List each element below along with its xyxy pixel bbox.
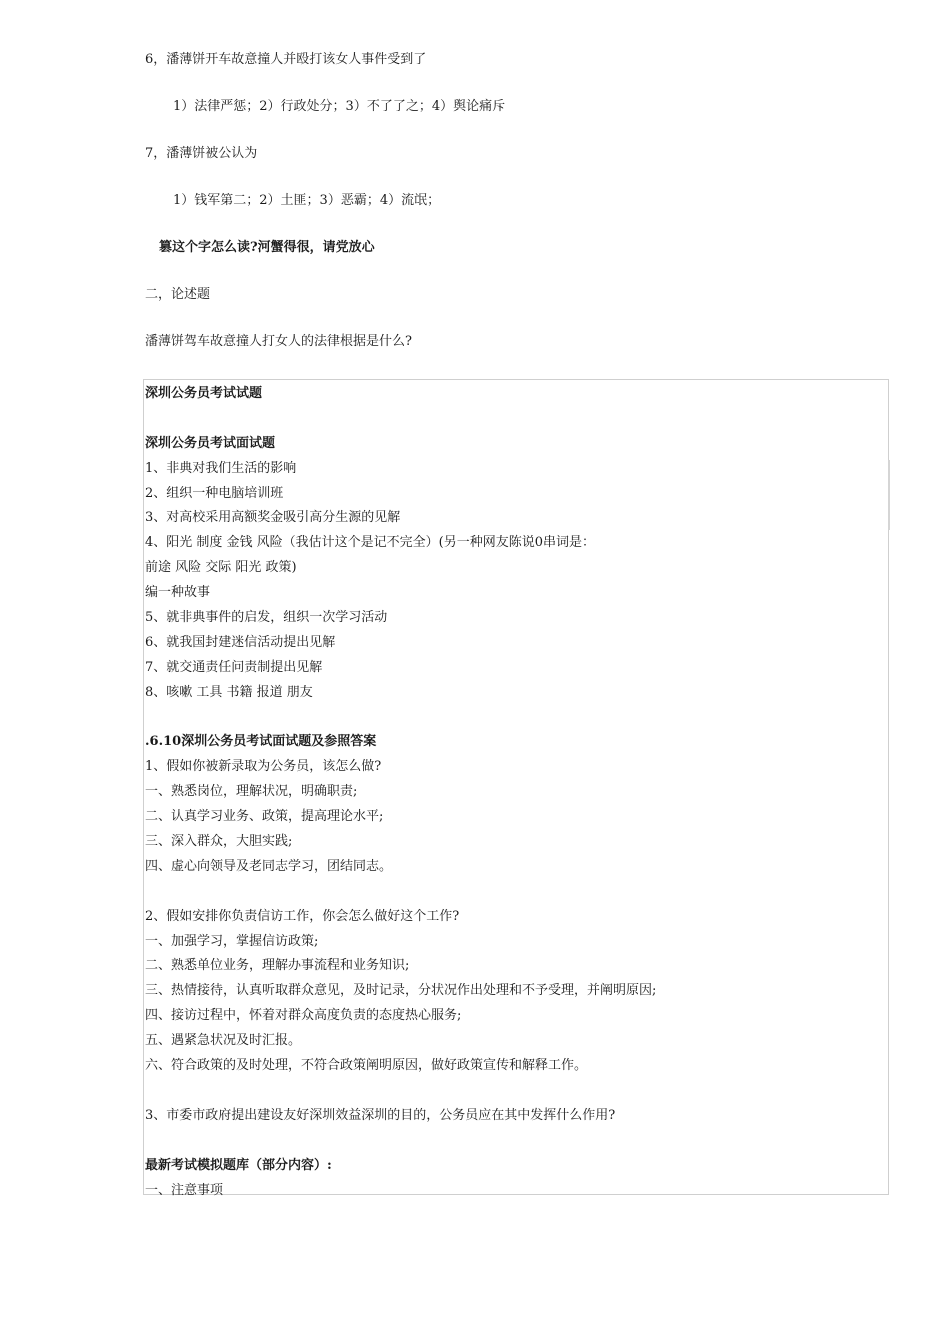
- section-two-heading: 二，论述题: [145, 287, 211, 302]
- library-title: 最新考试模拟题库（部分内容）:: [145, 1157, 332, 1173]
- list-item: 7、就交通责任问责制提出见解: [145, 659, 323, 675]
- spacer: [145, 407, 888, 432]
- interview-question-1: 1、假如你被新录取为公务员，该怎么做?: [145, 759, 382, 775]
- interview-question-2: 2、假如安排你负责信访工作，你会怎么做好这个工作?: [145, 908, 460, 924]
- list-item: 4、阳光 制度 金钱 风险（我估计这个是记不完全）(另一种网友陈说0串词是：: [145, 535, 596, 551]
- spacer: [145, 1079, 888, 1104]
- library-item: 一、注意事项: [145, 1182, 224, 1198]
- spacer: [145, 1129, 888, 1154]
- list-item: 3、对高校采用高额奖金吸引高分生源的见解: [145, 510, 401, 526]
- list-item: 1、非典对我们生活的影响: [145, 460, 297, 476]
- list-item: 2、组织一种电脑培训班: [145, 485, 284, 501]
- list-item: 前途 风险 交际 阳光 政策): [145, 560, 297, 576]
- question-6-options: 1）法律严惩；2）行政处分；3）不了了之；4）舆论痛斥: [173, 99, 506, 114]
- question-7-options: 1）钱军第二；2）土匪；3）恶霸；4）流氓；: [173, 193, 441, 208]
- top-question-section: [145, 50, 905, 379]
- answer-item: 四、虚心向领导及老同志学习，团结同志。: [145, 858, 393, 874]
- answer-item: 二、熟悉单位业务，理解办事流程和业务知识;: [145, 958, 410, 974]
- spacer: [145, 706, 888, 731]
- exam-questions-box: [143, 379, 889, 1198]
- box-title: 深圳公务员考试试题: [145, 386, 263, 401]
- list-item: 编一种故事: [145, 585, 211, 601]
- essay-question: 潘薄饼驾车故意撞人打女人的法律根据是什么?: [145, 334, 412, 349]
- interview-question-3: 3、市委市政府提出建设友好深圳效益深圳的目的，公务员应在其中发挥什么作用?: [145, 1107, 616, 1123]
- answer-item: 三、热情接待，认真听取群众意见，及时记录，分状况作出处理和不予受理，并阐明原因;: [145, 983, 657, 999]
- bold-note: 篡这个字怎么读?河蟹得很，请党放心: [159, 240, 375, 255]
- question-6: 6，潘薄饼开车故意撞人并殴打该女人事件受到了: [145, 52, 427, 67]
- answer-item: 三、深入群众，大胆实践;: [145, 834, 293, 850]
- spacer: [145, 880, 888, 905]
- list-item: 5、就非典事件的启发，组织一次学习活动: [145, 610, 388, 626]
- answer-item: 四、接访过程中，怀着对群众高度负责的态度热心服务;: [145, 1008, 462, 1024]
- box-subtitle: 深圳公务员考试面试题: [145, 435, 276, 451]
- answer-item: 一、加强学习，掌握信访政策;: [145, 933, 319, 949]
- exam-questions-content: [145, 382, 888, 1203]
- answer-item: 二、认真学习业务、政策，提高理论水平;: [145, 809, 384, 825]
- box-edge-shading: [888, 460, 890, 530]
- list-item: 6、就我国封建迷信活动提出见解: [145, 634, 336, 650]
- answer-item: 一、熟悉岗位，理解状况，明确职责;: [145, 784, 358, 800]
- answer-item: 六、符合政策的及时处理，不符合政策阐明原因，做好政策宣传和解释工作。: [145, 1058, 588, 1074]
- question-7: 7，潘薄饼被公认为: [145, 146, 258, 161]
- answers-title: .6.10深圳公务员考试面试题及参照答案: [145, 734, 377, 750]
- list-item: 8、咳嗽 工具 书籍 报道 朋友: [145, 684, 313, 700]
- answer-item: 五、遇紧急状况及时汇报。: [145, 1033, 302, 1049]
